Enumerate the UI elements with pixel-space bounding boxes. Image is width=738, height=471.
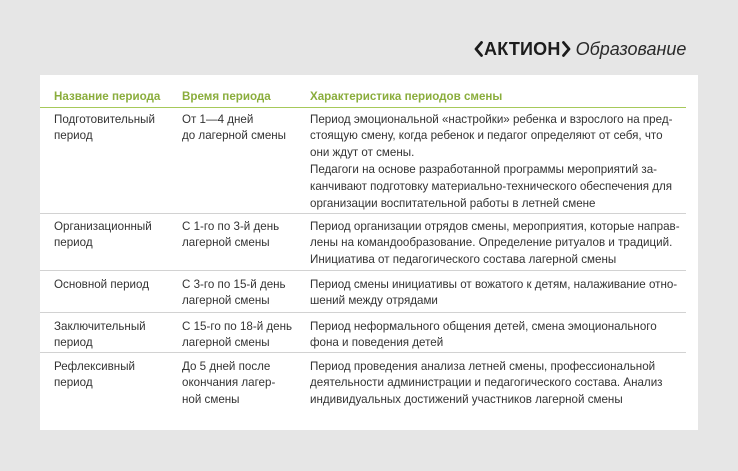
period-description-cell xyxy=(310,112,672,213)
period-time-cell xyxy=(182,319,292,353)
period-name-cell xyxy=(54,277,149,294)
table-row xyxy=(40,319,686,350)
cell-line: С 3-го по 15-й день xyxy=(182,277,286,291)
cell-line: Период смены инициативы от вожатого к детям, налаживание отно- xyxy=(310,277,678,291)
period-description-cell xyxy=(310,219,680,269)
cell-line: Период проведения анализа летней смены, профессиональной xyxy=(310,359,656,373)
cell-line: до лагерной смены xyxy=(182,129,287,143)
cell-line: Период эмоциональной «настройки» ребенка и взрослого на пред- xyxy=(310,112,673,126)
cell-line: Подготовительный xyxy=(54,112,155,126)
cell-line: Рефлексивный xyxy=(54,359,136,373)
cell-line: период xyxy=(54,336,93,350)
aktion-logo xyxy=(474,38,686,60)
cell-line: фона и поведения детей xyxy=(310,336,444,350)
cell-line: С 15-го по 18-й день xyxy=(182,319,293,333)
left-chevron-icon xyxy=(474,41,483,57)
logo-brand: АКТИОН xyxy=(484,38,561,59)
logo-product: Образование xyxy=(575,38,687,59)
cell-line: они ждут от смены. xyxy=(310,146,415,160)
row-divider xyxy=(40,270,686,271)
period-time-cell xyxy=(182,112,286,146)
cell-line: индивидуальных достижений участников лагерной смены xyxy=(310,393,623,407)
cell-line: лены на командообразование. Определение ритуалов и традиций. xyxy=(310,236,673,250)
header-divider xyxy=(40,107,686,108)
cell-line: Заключительный xyxy=(54,319,146,333)
right-chevron-icon xyxy=(562,41,571,57)
table-row xyxy=(40,359,686,407)
period-name-cell xyxy=(54,319,146,353)
cell-line: До 5 дней после xyxy=(182,359,271,373)
cell-line: Педагоги на основе разработанной программы мероприятий за- xyxy=(310,162,658,176)
cell-line: стоящую смену, когда ребенок и педагог определяют от себя, что xyxy=(310,129,663,143)
cell-line: Период организации отрядов смены, мероприятия, которые направ- xyxy=(310,219,680,233)
period-description-cell xyxy=(310,319,657,353)
period-time-cell xyxy=(182,277,286,311)
cell-line: шений между отрядами xyxy=(310,294,438,308)
cell-line: Период неформального общения детей, смена эмоционального xyxy=(310,319,657,333)
period-time-cell xyxy=(182,219,279,253)
cell-line: деятельности администрации и педагогического состава. Анализ xyxy=(310,376,663,390)
period-name-cell xyxy=(54,112,155,146)
cell-line: лагерной смены xyxy=(182,336,270,350)
cell-line: От 1—4 дней xyxy=(182,112,254,126)
row-divider xyxy=(40,213,686,214)
cell-line: Инициатива от педагогического состава лагерной смены xyxy=(310,253,617,267)
cell-line: лагерной смены xyxy=(182,236,270,250)
table-row xyxy=(40,219,686,267)
period-time-cell xyxy=(182,359,275,409)
table-row xyxy=(40,112,686,210)
row-divider xyxy=(40,312,686,313)
table-row xyxy=(40,277,686,308)
header-period-description: Характеристика периодов смены xyxy=(310,89,503,103)
cell-line: С 1-го по 3-й день xyxy=(182,219,280,233)
header-period-time: Время периода xyxy=(182,89,271,103)
cell-line: период xyxy=(54,236,93,250)
row-divider xyxy=(40,352,686,353)
cell-line: период xyxy=(54,129,93,143)
periods-table xyxy=(40,75,698,430)
header-period-name: Название периода xyxy=(54,89,161,103)
cell-line: лагерной смены xyxy=(182,294,270,308)
cell-line: окончания лагер- xyxy=(182,376,276,390)
period-name-cell xyxy=(54,219,152,253)
period-description-cell xyxy=(310,359,663,409)
period-name-cell xyxy=(54,359,135,393)
cell-line: Основной период xyxy=(54,277,149,291)
period-description-cell xyxy=(310,277,677,311)
cell-line: период xyxy=(54,376,93,390)
cell-line: организации воспитательной работы в летней смене xyxy=(310,196,596,210)
cell-line: канчивают подготовку материально-технического обеспечения для xyxy=(310,179,673,193)
cell-line: ной смены xyxy=(182,393,240,407)
cell-line: Организационный xyxy=(54,219,152,233)
